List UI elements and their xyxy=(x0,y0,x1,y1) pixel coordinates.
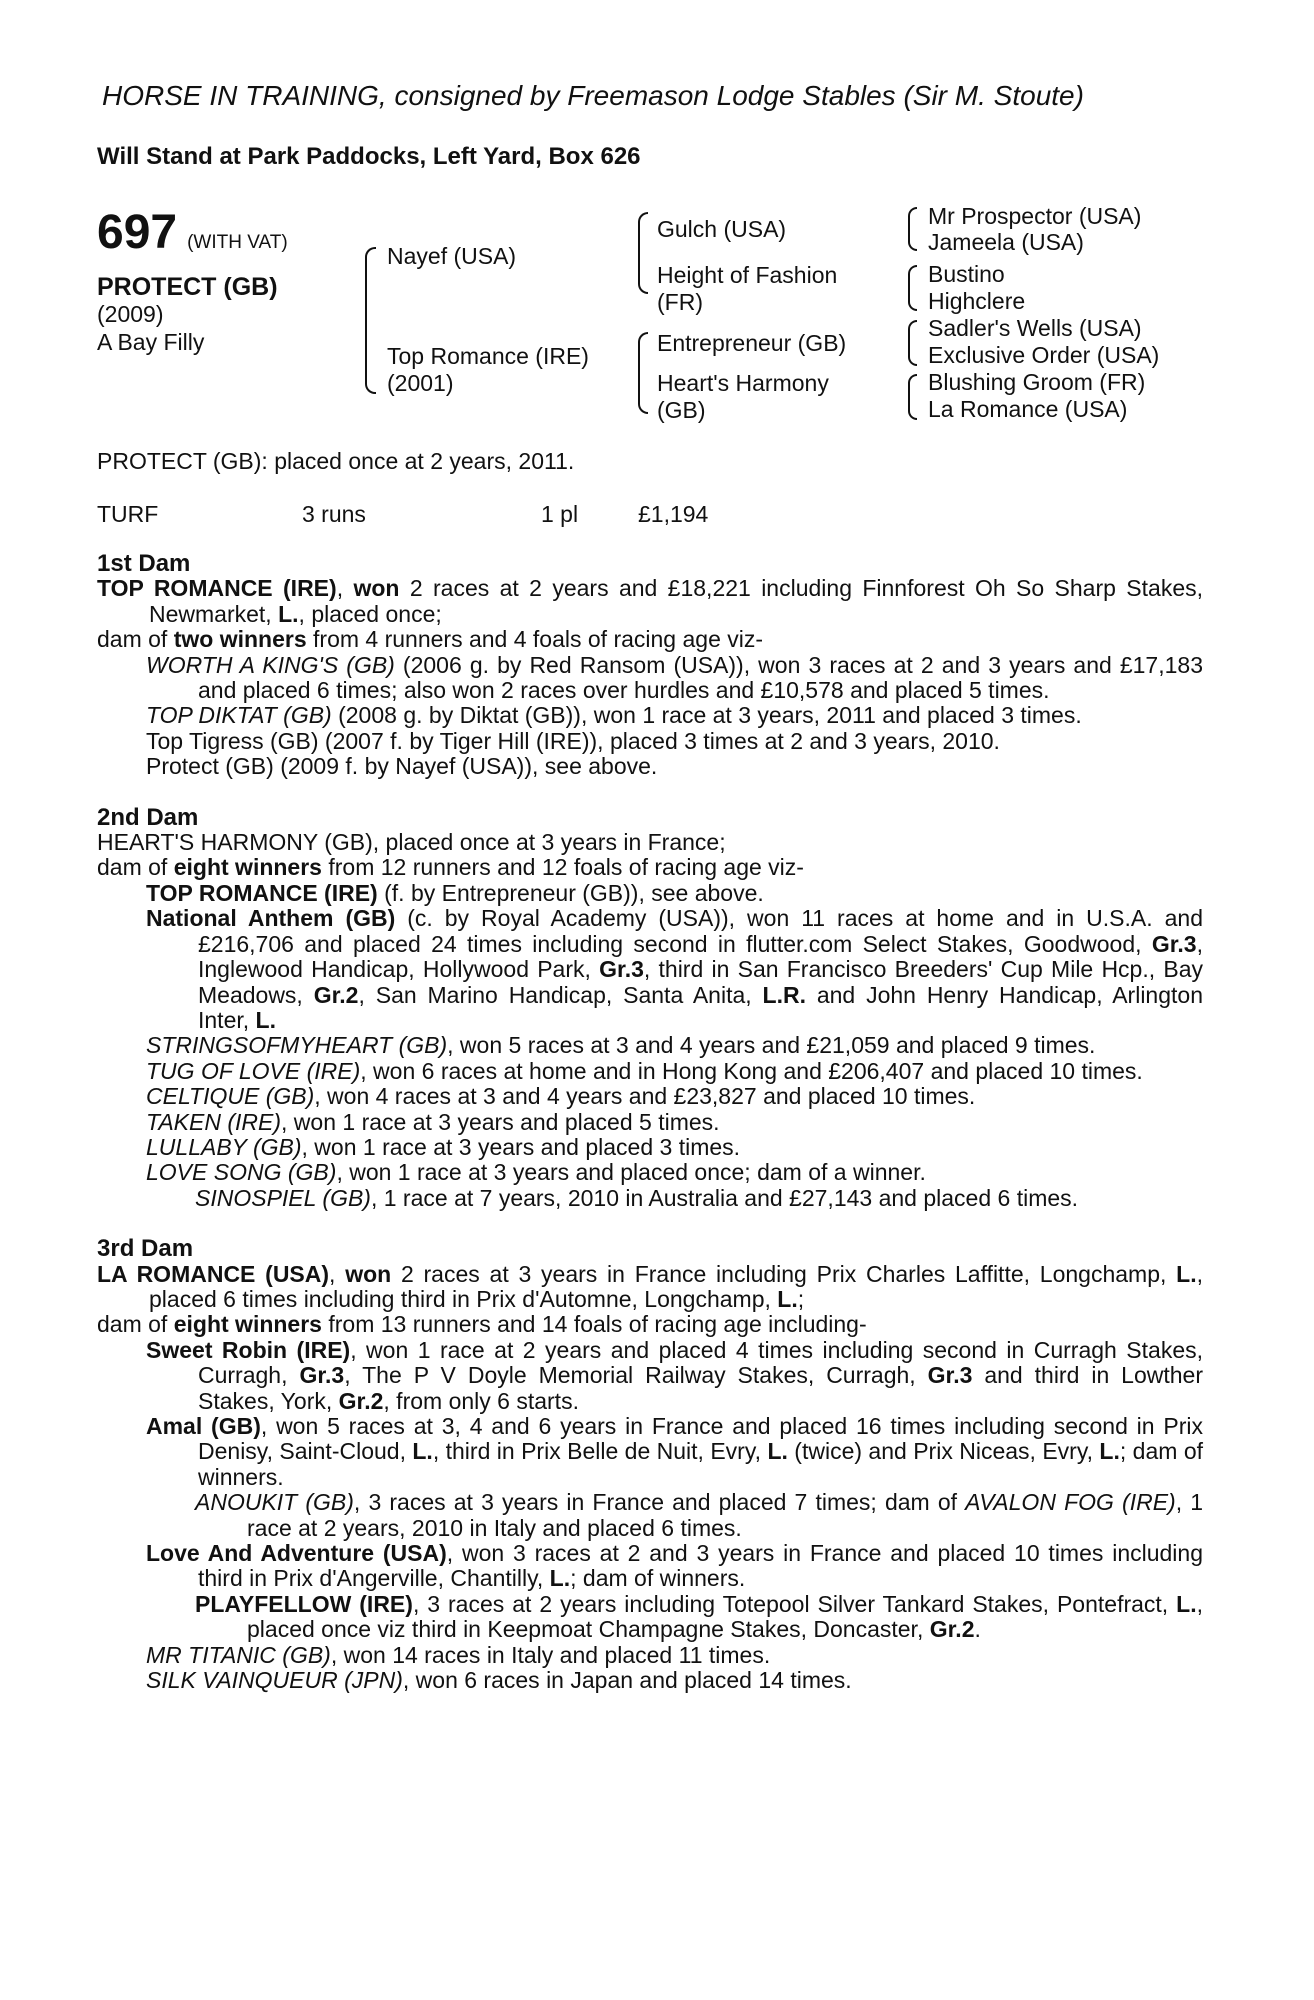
produce-entry: STRINGSOFMYHEART (GB), won 5 races at 3 and 4 years and £21,059 and placed 9 times. xyxy=(146,1032,1096,1059)
produce-entry: MR TITANIC (GB), won 14 races in Italy and placed 11 times. xyxy=(146,1641,771,1668)
pedigree-brace xyxy=(365,247,376,394)
lot-number: 697 xyxy=(97,206,178,259)
turf-placed: 1 pl xyxy=(541,501,579,527)
pedigree-dam-dam-country: (GB) xyxy=(657,397,706,423)
pedigree-dam: Top Romance (IRE) xyxy=(387,343,589,369)
turf-prize-money: £1,194 xyxy=(638,501,709,527)
produce-entry: TUG OF LOVE (IRE), won 6 races at home and in Hong Kong and £206,407 and placed 10 times. xyxy=(146,1057,1143,1084)
produce-entry: Love And Adventure (USA), won 3 races at 2 and 3 years in France and placed 10 times including third in Prix d'Angerville, Chantilly, L.; dam of winners. xyxy=(146,1540,1203,1592)
produce-entry: National Anthem (GB) (c. by Royal Academy (USA)), won 11 races at home and in U.S.A. and £216,706 and placed 24 times including second in flutter.com Select Stakes, Goodwood, Gr.3, Inglewood Handicap, Hollywood Park, Gr.3, third in San Francisco Breeders' Cup Mile Hcp., Bay Meadows, Gr.2, San Marino Handicap, Santa Anita, L.R. and John Henry Handicap, Arlington Inter, L. xyxy=(146,905,1203,1033)
vat-note: (WITH VAT) xyxy=(187,232,288,253)
pedigree-dam-sire: Entrepreneur (GB) xyxy=(657,330,847,356)
grandproduce-entry: ANOUKIT (GB), 3 races at 3 years in France and placed 7 times; dam of AVALON FOG (IRE), 1 race at 2 years, 2010 in Italy and placed 6 times. xyxy=(195,1489,1204,1541)
produce-entry: CELTIQUE (GB), won 4 races at 3 and 4 years and £23,827 and placed 10 times. xyxy=(146,1083,976,1110)
pedigree-sss: Mr Prospector (USA) xyxy=(928,203,1142,229)
pedigree-brace xyxy=(908,265,917,311)
produce-record xyxy=(97,551,1203,1693)
first-dam-record: TOP ROMANCE (IRE), won 2 races at 2 years and £18,221 including Finnforest Oh So Sharp Stakes, Newmarket, L., placed once; xyxy=(97,575,1204,627)
pedigree-sire-sire: Gulch (USA) xyxy=(657,216,787,242)
pedigree-dsd: Exclusive Order (USA) xyxy=(928,342,1160,368)
horse-name: PROTECT (GB) xyxy=(97,273,278,301)
pedigree-dss: Sadler's Wells (USA) xyxy=(928,315,1142,341)
produce-entry: SILK VAINQUEUR (JPN), won 6 races in Japan and placed 14 times. xyxy=(146,1667,852,1694)
produce-entry: Protect (GB) (2009 f. by Nayef (USA)), see above. xyxy=(146,753,658,780)
horse-year: (2009) xyxy=(97,301,164,327)
pedigree-brace xyxy=(638,332,648,414)
produce-entry: LOVE SONG (GB), won 1 race at 3 years and placed once; dam of a winner. xyxy=(146,1159,926,1186)
turf-label: TURF xyxy=(97,501,159,527)
produce-entry: WORTH A KING'S (GB) (2006 g. by Red Ransom (USA)), won 3 races at 2 and 3 years and £17,183 and placed 6 times; also won 2 races over hurdles and £10,578 and placed 5 times. xyxy=(146,651,1203,704)
second-dam-heading: 2nd Dam xyxy=(97,803,199,831)
turf-runs: 3 runs xyxy=(302,501,366,527)
pedigree-sire: Nayef (USA) xyxy=(387,243,517,269)
pedigree-brace xyxy=(638,212,648,294)
first-dam-heading: 1st Dam xyxy=(97,550,191,577)
produce-entry: TOP ROMANCE (IRE) (f. by Entrepreneur (GB)), see above. xyxy=(146,879,764,906)
produce-entry: LULLABY (GB), won 1 race at 3 years and placed 3 times. xyxy=(146,1133,741,1160)
consignment-header: HORSE IN TRAINING, consigned by Freemason Lodge Stables (Sir M. Stoute) xyxy=(102,80,1084,111)
pedigree-brace xyxy=(908,374,917,420)
horse-description: A Bay Filly xyxy=(97,329,205,355)
race-summary: PROTECT (GB): placed once at 2 years, 2011. xyxy=(97,448,575,474)
pedigree-sire-dam-country: (FR) xyxy=(657,289,703,315)
grandproduce-entry: SINOSPIEL (GB), 1 race at 7 years, 2010 in Australia and £27,143 and placed 6 times. xyxy=(195,1184,1079,1211)
first-dam-summary: dam of two winners from 4 runners and 4 foals of racing age viz- xyxy=(97,626,764,653)
second-dam-record: HEART'S HARMONY (GB), placed once at 3 years in France; xyxy=(97,829,726,856)
produce-entry: TAKEN (IRE), won 1 race at 3 years and placed 5 times. xyxy=(146,1108,720,1135)
second-dam-summary: dam of eight winners from 12 runners and 12 foals of racing age viz- xyxy=(97,854,804,881)
third-dam-record: LA ROMANCE (USA), won 2 races at 3 years in France including Prix Charles Laffitte, Longchamp, L., placed 6 times including third in Prix d'Automne, Longchamp, L.; xyxy=(97,1260,1203,1312)
pedigree-brace xyxy=(908,320,917,366)
pedigree-ddd: La Romance (USA) xyxy=(928,396,1128,422)
produce-entry: Top Tigress (GB) (2007 f. by Tiger Hill (IRE)), placed 3 times at 2 and 3 years, 2010. xyxy=(146,727,1000,754)
stand-location: Will Stand at Park Paddocks, Left Yard, Box 626 xyxy=(97,143,641,170)
third-dam-heading: 3rd Dam xyxy=(97,1235,194,1263)
pedigree-brace xyxy=(908,207,917,251)
pedigree-dam-dam: Heart's Harmony xyxy=(657,370,829,396)
grandproduce-entry: PLAYFELLOW (IRE), 3 races at 2 years including Totepool Silver Tankard Stakes, Pontefract, L., placed once viz third in Keepmoat Champagne Stakes, Doncaster, Gr.2. xyxy=(195,1590,1203,1643)
pedigree-sds: Bustino xyxy=(928,261,1005,287)
pedigree-ssd: Jameela (USA) xyxy=(928,229,1084,255)
produce-entry: Sweet Robin (IRE), won 1 race at 2 years and placed 4 times including second in Curragh Stakes, Curragh, Gr.3, The P V Doyle Memorial Railway Stakes, Curragh, Gr.3 and third in Lowther Stakes, York, Gr.2, from only 6 starts. xyxy=(146,1336,1203,1414)
third-dam-summary: dam of eight winners from 13 runners and 14 foals of racing age including- xyxy=(97,1311,867,1338)
pedigree-sire-dam: Height of Fashion xyxy=(657,262,838,288)
produce-entry: TOP DIKTAT (GB) (2008 g. by Diktat (GB)), won 1 race at 3 years, 2011 and placed 3 times. xyxy=(146,702,1082,729)
pedigree-dam-year: (2001) xyxy=(387,370,454,396)
pedigree-sdd: Highclere xyxy=(928,288,1026,314)
pedigree-dds: Blushing Groom (FR) xyxy=(928,369,1146,395)
lot-block xyxy=(97,205,288,260)
produce-entry: Amal (GB), won 5 races at 3, 4 and 6 years in France and placed 16 times including second in Prix Denisy, Saint-Cloud, L., third in Prix Belle de Nuit, Evry, L. (twice) and Prix Niceas, Evry, L.; dam of winners. xyxy=(146,1413,1204,1490)
